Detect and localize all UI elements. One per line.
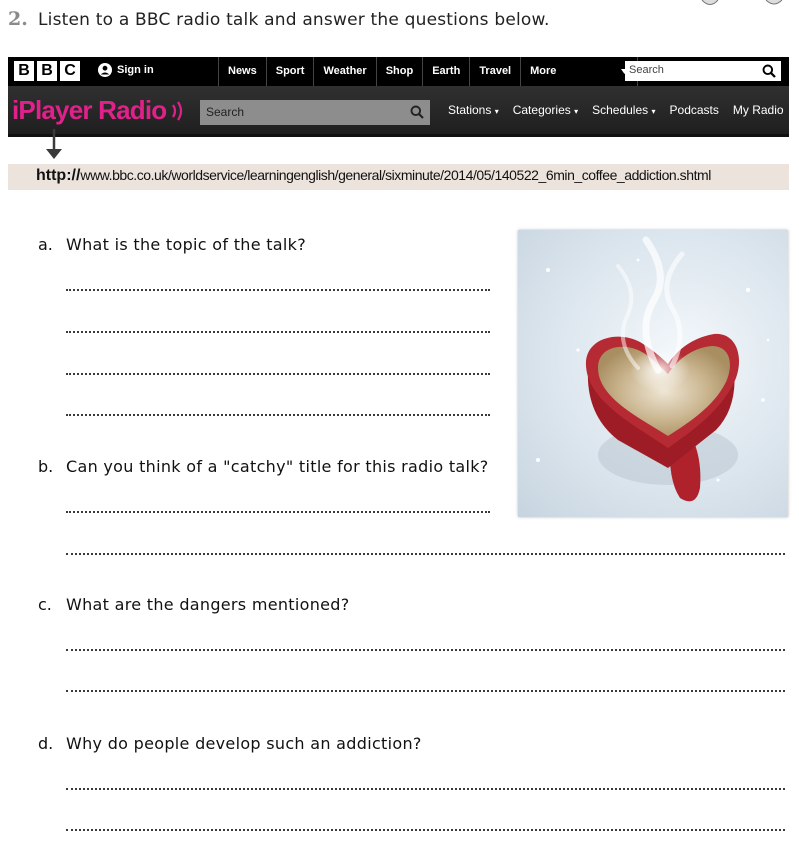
nav-news[interactable]: News xyxy=(218,57,266,86)
bbc-search-input[interactable] xyxy=(625,61,781,81)
nav-shop[interactable]: Shop xyxy=(376,57,423,86)
iplayer-nav xyxy=(448,86,784,134)
url-bar xyxy=(8,164,789,190)
question-a-text: What is the topic of the talk? xyxy=(66,235,307,254)
bbc-top-bar xyxy=(8,57,789,86)
sign-in-label: Sign in xyxy=(117,64,154,76)
question-b-text: Can you think of a "catchy" title for this radio talk? xyxy=(66,457,489,476)
nav-podcasts[interactable]: Podcasts xyxy=(669,103,719,117)
answer-line[interactable] xyxy=(66,690,785,692)
chevron-down-icon: ▾ xyxy=(494,107,499,116)
answer-line[interactable] xyxy=(66,414,490,416)
bbc-logo[interactable] xyxy=(14,61,80,81)
answer-line[interactable] xyxy=(66,373,490,375)
bbc-logo-letter: C xyxy=(60,61,80,81)
chevron-down-icon: ▾ xyxy=(651,107,656,116)
nav-more-label: More xyxy=(530,65,557,77)
answer-line[interactable] xyxy=(66,289,490,291)
question-d-text: Why do people develop such an addiction? xyxy=(66,734,422,753)
nav-categories[interactable] xyxy=(513,103,578,117)
question-a-letter: a. xyxy=(38,235,53,254)
search-icon[interactable] xyxy=(410,105,424,119)
nav-weather[interactable]: Weather xyxy=(313,57,375,86)
exercise-instruction: Listen to a BBC radio talk and answer the questions below. xyxy=(38,10,550,30)
url-path: www.bbc.co.uk/worldservice/learningenglish/general/sixminute/2014/05/140522_6min_coffee_addiction.shtml xyxy=(80,167,711,183)
answer-line[interactable] xyxy=(66,649,785,651)
sign-in-link[interactable] xyxy=(98,63,154,77)
nav-travel[interactable]: Travel xyxy=(469,57,520,86)
user-icon xyxy=(98,63,112,77)
heart-coffee-cup-illustration xyxy=(518,230,788,517)
answer-line[interactable] xyxy=(66,511,490,513)
nav-schedules-label: Schedules xyxy=(592,103,649,117)
iplayer-radio-logo[interactable]: iPlayer Radio xyxy=(12,95,167,125)
iplayer-search-input[interactable] xyxy=(200,100,430,125)
nav-sport[interactable]: Sport xyxy=(266,57,314,86)
question-d-letter: d. xyxy=(38,734,54,753)
url-link[interactable] xyxy=(36,167,711,185)
question-b-letter: b. xyxy=(38,457,54,476)
answer-line[interactable] xyxy=(66,788,785,790)
question-c-text: What are the dangers mentioned? xyxy=(66,595,350,614)
nav-categories-label: Categories xyxy=(512,103,571,117)
arrow-down-icon xyxy=(44,129,64,163)
answer-line[interactable] xyxy=(66,331,490,333)
question-c-letter: c. xyxy=(38,595,52,614)
nav-earth[interactable]: Earth xyxy=(422,57,469,86)
search-icon[interactable] xyxy=(762,64,776,78)
bbc-logo-letter: B xyxy=(14,61,34,81)
exercise-number: 2. xyxy=(8,8,28,30)
iplayer-search-placeholder: Search xyxy=(206,105,245,119)
answer-line[interactable] xyxy=(66,553,785,555)
url-protocol: http:// xyxy=(36,167,81,184)
nav-stations-label: Stations xyxy=(448,103,492,117)
nav-my-radio[interactable]: My Radio xyxy=(732,103,784,117)
bbc-logo-letter: B xyxy=(37,61,57,81)
chevron-down-icon: ▾ xyxy=(574,107,579,116)
radio-waves-icon xyxy=(171,101,185,121)
coffee-cup-photo xyxy=(518,230,788,517)
nav-stations[interactable] xyxy=(448,103,499,117)
bbc-search-placeholder: Search xyxy=(629,64,664,76)
bbc-nav xyxy=(218,57,638,86)
iplayer-radio-bar xyxy=(8,86,789,137)
nav-schedules[interactable] xyxy=(592,103,655,117)
answer-line[interactable] xyxy=(66,829,785,831)
decorative-icon xyxy=(700,0,790,10)
nav-more[interactable] xyxy=(520,57,638,86)
